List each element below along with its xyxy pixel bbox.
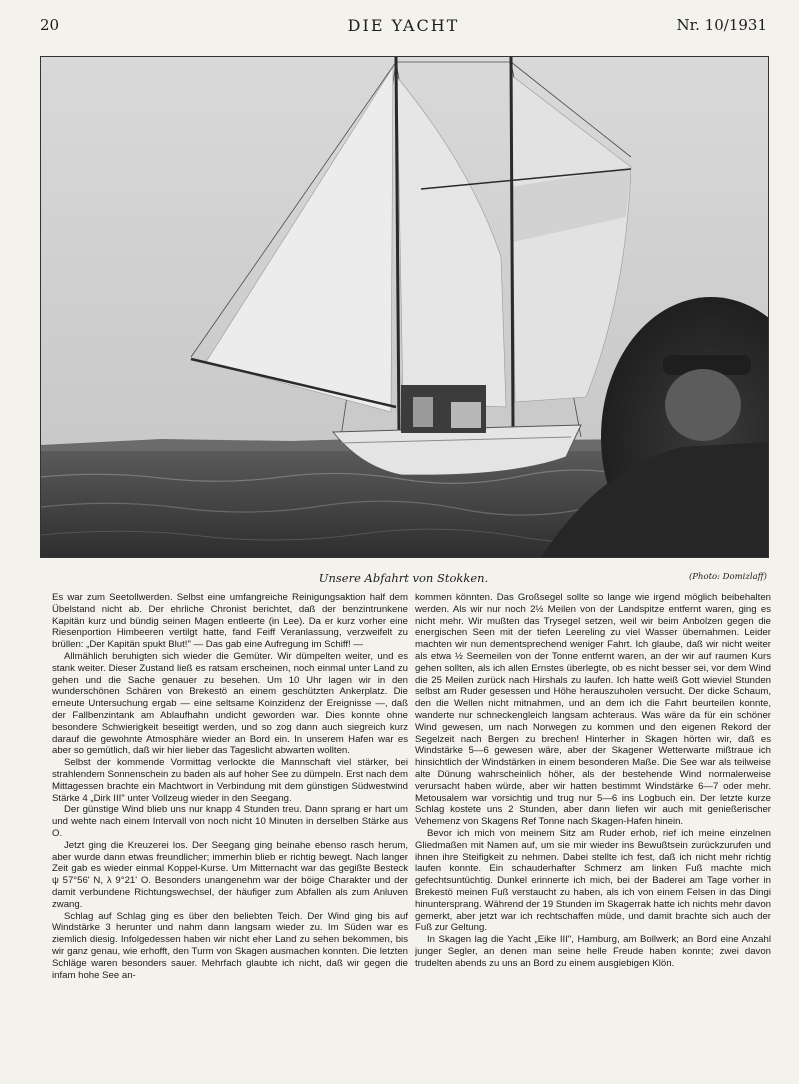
page-number: 20 [40, 16, 60, 34]
sailing-yacht-photo [40, 56, 769, 558]
paragraph: Allmählich beruhigten sich wieder die Gemüter. Wir dümpelten weiter, und es stank weiter. Dieser Zustand ließ es ratsam erscheinen, noch einmal unter Land zu gehen und die Sache genauer zu besehen. Um 10 Uhr lagen wir in den wunderschönen Schären von Brekestö an einem geschützten Ankerplatz. Die erneute Untersuchung ergab — eine seltsame Koinzidenz der Ereignisse —, daß der Fallbenzintank am Ablaufhahn undicht geworden war. Dies konnte ohne besondere Schwierigkeit beseitigt werden, und so zog dann auch siegreich kurz darauf die gewohnte Atmosphäre wieder an Bord ein. In unserem Hafen war es aber so gemütlich, daß wir hier lieber das Tageslicht abwarten wollten. [52, 650, 408, 757]
paragraph: Schlag auf Schlag ging es über den beliebten Teich. Der Wind ging bis auf Windstärke 3 herunter und nahm dann langsam wieder zu. Im Süden war es ziemlich diesig. Infolgedessen haben wir nicht eher Land zu sehen bekommen, bis wir ganz genau, wie erhofft, den Turm von Skagen ausmachen konnten. Die letzten Schläge waren besonders sauer. Mehrfach glaubte ich nicht, daß wir gegen die infam hohe See an- [52, 910, 408, 981]
paragraph: Jetzt ging die Kreuzerei los. Der Seegang ging beinahe ebenso rasch herum, aber wurde dann etwas freundlicher; immerhin blieb er richtig bewegt. Nach langer Zeit gab es wieder einmal Koppel-Kurse. Um Mitternacht war das gegißte Besteck ψ 57°56' N, λ 9°21' O. Besonders unangenehm war der böige Charakter und der damit verbundene Richtungswechsel, der häufiger zum Abfallen als zum Anluven zwang. [52, 839, 408, 910]
article-column-left [52, 592, 408, 1072]
journal-title: DIE YACHT [347, 16, 460, 35]
paragraph: In Skagen lag die Yacht „Eike III", Hamburg, am Bollwerk; an Bord eine Anzahl junger Segler, an denen man seine helle Freude haben konnte; zwei davon trudelten abends zu uns an Bord zu einem ausgiebigen Klön. [415, 934, 771, 969]
paragraph: Es war zum Seetollwerden. Selbst eine umfangreiche Reinigungsaktion half dem Übelstand nicht ab. Der ehrliche Chronist berichtet, daß der benzintrunkene Kapitän kurz und bündig seinen Magen entleerte (in Lee). Da er kurz vorher eine Riesenportion Himbeeren vertilgt hatte, fand Feiff Veranlassung, verzweifelt zu brüllen: „Der Kapitän spukt Blut!" — Das gab eine Aufregung im Schiff! — [52, 592, 408, 651]
figure-caption [40, 571, 767, 587]
paragraph: Der günstige Wind blieb uns nur knapp 4 Stunden treu. Dann sprang er hart um und wehte nach einem Intervall von noch nicht 10 Minuten in derselben Stärke aus O. [52, 804, 408, 839]
photo-credit: (Photo: Domizlaff) [688, 572, 767, 582]
issue-number: Nr. 10/1931 [676, 16, 767, 34]
paragraph: Selbst der kommende Vormittag verlockte die Mannschaft viel stärker, bei strahlendem Sonnenschein zu baden als auf hoher See zu dümpeln. Erst nach dem Mittagessen brachte ein Machtwort in Verbindung mit dem günstigen Südwestwind Stärke 4 „Dirk III" unter Vollzeug wieder in den Seegang. [52, 757, 408, 804]
paragraph: kommen könnten. Das Großsegel sollte so lange wie irgend möglich beibehalten werden. Als wir nur noch 2½ Meilen von der Landspitze entfernt waren, ging es nicht mehr. Wir mußten das Trysegel setzen, weil wir beim Anbolzen gegen die energischen Seen mit der tiefen Leereling zu viel Wasser übernahmen. Leider machten wir nun dementsprechend weniger Fahrt. Ich glaube, daß wir nicht weiter als etwa ½ Seemeilen von der Tonne entfernt waren, an der wir auf raumen Kurs gehen sollten, als ich allen Ernstes überlegte, ob es nicht besser sei, vor dem Wind die 25 Meilen zurück nach Hirshals zu laufen. Ich hatte weiß Gott wieviel Stunden selbst am Ruder gesessen und Höhe herauszuholen versucht. Der dicke Schaum, den die Wellen nicht mitnahmen, und an dem ich die Fahrt beurteilen konnte, wanderte nur schneckengleich langsam achteraus. Was wäre da für ein schöner Wind gewesen, um nach Norwegen zu kommen und den eigenen Rekord der Segelzeit nach Bergen zu brechen! Hinterher in Skagen hörten wir, daß es Windstärke 5—6 gewesen wäre, aber der Skagener Wetterwarte mißtraue ich hinsichtlich der Windstärken in einem besonderen Maße. Die See war als teilweise alte Dünung wahrscheinlich höher, als der bestehende Wind normalerweise verursacht haben würde, aber wir hatten bestimmt Windstärke 6—7 oder mehr. Metousalem war vorsichtig und trug nur 5—6 ins Logbuch ein. Der letzte kurze Schlag kostete uns 2 Stunden, aber dann liefen wir auch mit genießerischer Vehemenz von Skagens Ref Tonne nach Skagen-Hafen hinein. [415, 592, 771, 828]
article-column-right [415, 592, 771, 1072]
page-header [40, 16, 767, 40]
caption-text: Unsere Abfahrt von Stokken. [318, 571, 489, 585]
paragraph: Bevor ich mich von meinem Sitz am Ruder erhob, rief ich meine einzelnen Gliedmaßen mit Namen auf, um sie mir wieder ins Bewußtsein zurückzurufen und ihnen ihre Steifigkeit zu nehmen. Dabei stellte ich fest, daß ich nicht mehr richtig laufen konnte. Ein schauderhafter Schmerz am linken Fuß machte mich gefechtsuntüchtig. Dunkel erinnerte ich mich, bei der Baderei am Tage vorher in Brekestö meinen Fuß verstaucht zu haben, als ich von einem Felsen in das Dingi hinuntersprang. Während der 19 Stunden im Skagerrak hatte ich nichts mehr davon gemerkt, aber jetzt war ich rechtschaffen müde, und damit brachte sich auch der Fuß zur Geltung. [415, 827, 771, 934]
yacht-photo-illustration [41, 57, 768, 557]
